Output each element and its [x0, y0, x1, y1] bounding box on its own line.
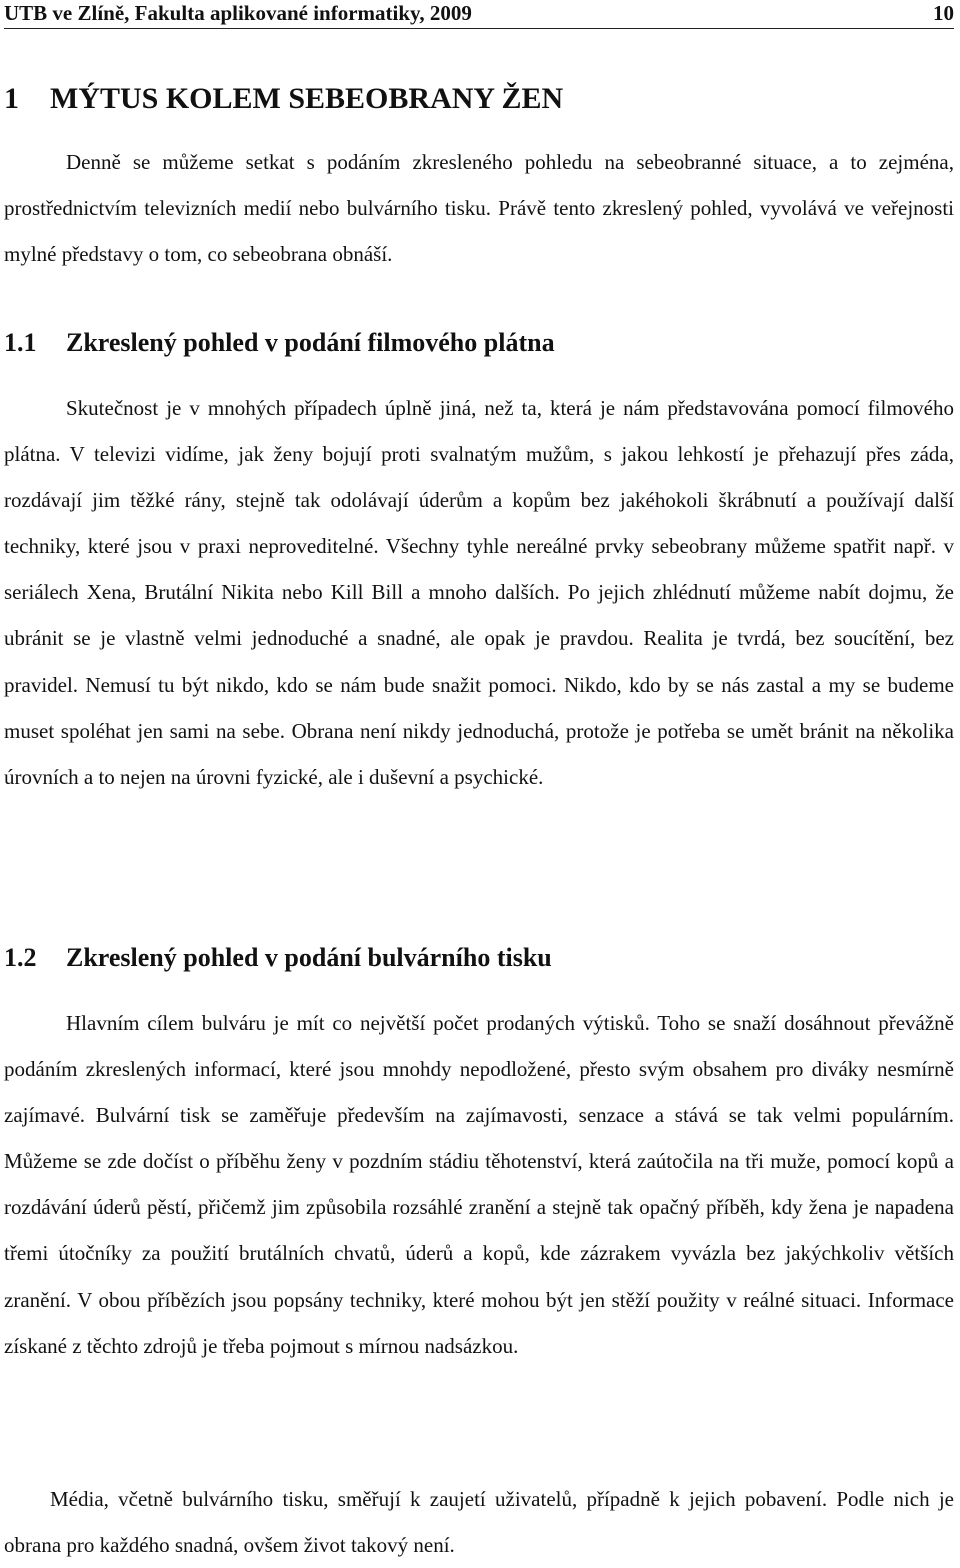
section-title: Zkreslený pohled v podání bulvárního tisku — [66, 943, 552, 972]
section-title: Zkreslený pohled v podání filmového plátna — [66, 328, 555, 357]
chapter-intro-paragraph: Denně se můžeme setkat s podáním zkresleného pohledu na sebeobranné situace, a to zejména, prostřednictvím televizních medií nebo bulvárního tisku. Právě tento zkreslený pohled, vyvolává ve veřejnosti mylné představy o tom, co sebeobrana obnáší. — [4, 150, 954, 267]
section-heading-1-1 — [4, 326, 555, 360]
section-1-1-paragraph: Skutečnost je v mnohých případech úplně jiná, než ta, která je nám představována pomocí filmového plátna. V televizi vidíme, jak ženy bojují proti svalnatým mužům, s jakou lehkostí je přehazují přes záda, rozdávají jim těžké rány, stejně tak odolávají úderům a kopům bez jakéhokoli škrábnutí a používají další techniky, které jsou v praxi neproveditelné. Všechny tyhle nereálné prvky sebeobrany můžeme spatřit např. v seriálech Xena, Brutální Nikita nebo Kill Bill a mnoho dalších. Po jejich zhlédnutí můžeme nabít dojmu, že ubránit se je vlastně velmi jednoduché a snadné, ale opak je pravdou. Realita je tvrdá, bez soucítění, bez pravidel. Nemusí tu být nikdo, kdo se nám bude snažit pomoci. Nikdo, kdo by se nás zastal a my se budeme muset spoléhat jen sami na sebe. Obrana není nikdy jednoduchá, protože je potřeba se umět bránit na několika úrovních a to nejen na úrovni fyzické, ale i duševní a psychické. — [4, 396, 954, 789]
section-number: 1.1 — [4, 328, 37, 357]
section-number: 1.2 — [4, 943, 37, 972]
header-title: UTB ve Zlíně, Fakulta aplikované informatiky, 2009 — [4, 1, 472, 25]
chapter-heading — [4, 80, 563, 118]
page-number: 10 — [933, 1, 954, 25]
chapter-title: MÝTUS KOLEM SEBEOBRANY ŽEN — [50, 82, 564, 115]
section-1-2-closing-paragraph: Média, včetně bulvárního tisku, směřují k zaujetí uživatelů, případně k jejich pobavení. Podle nich je obrana pro každého snadná, ovšem život takový není. — [4, 1487, 954, 1558]
section-heading-1-2 — [4, 941, 552, 975]
section-1-2-paragraph: Hlavním cílem bulváru je mít co největší počet prodaných výtisků. Toho se snaží dosáhnout převážně podáním zkreslených informací, které jsou mnohdy nepodložené, přesto svým obsahem pro diváky nesmírně zajímavé. Bulvární tisk se zaměřuje především na zajímavosti, senzace a stává se tak velmi populárním. Můžeme se zde dočíst o příběhu ženy v pozdním stádiu těhotenství, která zaútočila na tři muže, pomocí kopů a rozdávání úderů pěstí, přičemž jim způsobila rozsáhlé zranění a stejně tak opačný příběh, kdy žena je napadena třemi útočníky za použití brutálních chvatů, úderů a kopů, kde zázrakem vyvázla bez jakýchkoliv větších zranění. V obou příbězích jsou popsány techniky, které mohou být jen stěží použity v reálné situaci. Informace získané z těchto zdrojů je třeba pojmout s mírnou nadsázkou. — [4, 1011, 954, 1358]
chapter-number: 1 — [4, 82, 19, 115]
page-header — [4, 0, 954, 29]
